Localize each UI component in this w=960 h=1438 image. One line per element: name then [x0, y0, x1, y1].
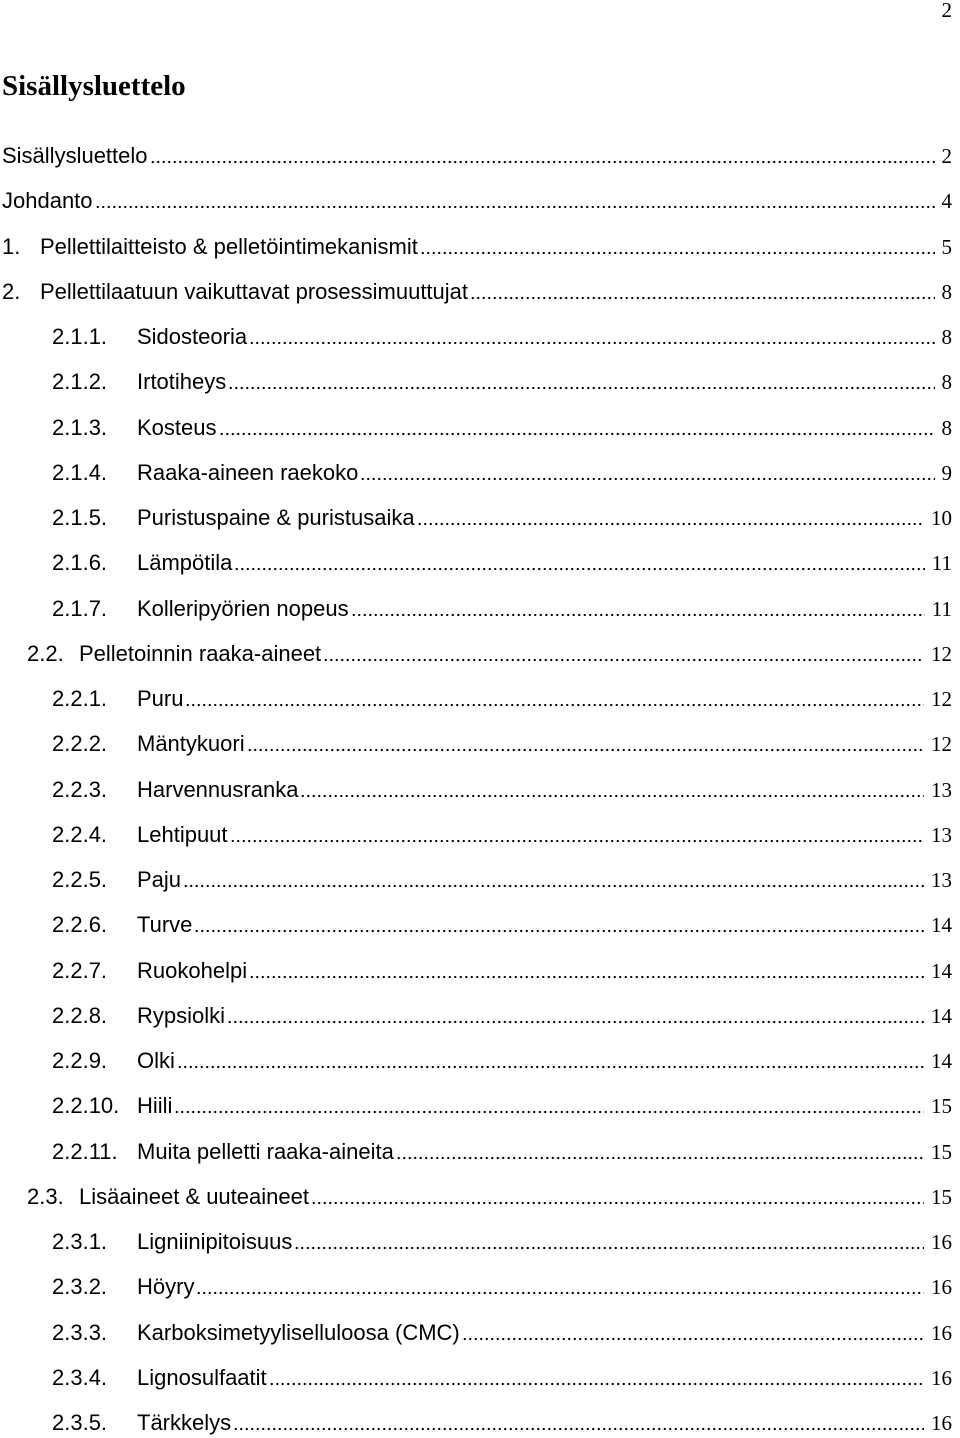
- toc-entry-title: Lisäaineet & uuteaineet: [79, 1183, 309, 1209]
- toc-entry-page: 5: [941, 234, 952, 259]
- toc-dot-leader: [323, 641, 924, 667]
- toc-dot-leader: [227, 1003, 924, 1029]
- toc-dot-leader: [234, 550, 924, 576]
- toc-entry-page: 12: [931, 732, 952, 757]
- toc-entry-page: 14: [931, 1003, 952, 1028]
- toc-entry-number: 2.1.6.: [52, 550, 108, 576]
- toc-entry-number: 2.1.3.: [52, 414, 108, 440]
- toc-entry-number: 2.2.1.: [52, 686, 108, 711]
- toc-entry-page: 15: [931, 1094, 952, 1119]
- toc-entry-title: Olki: [137, 1048, 175, 1073]
- toc-entry-title: Tärkkelys: [137, 1410, 232, 1435]
- toc-entry-number: 2.2.2.: [52, 731, 108, 757]
- toc-entry-title: Mäntykuori: [137, 731, 245, 757]
- toc-entry-title: Puristuspaine & puristusaika: [137, 505, 415, 530]
- toc-entry-number: 2.2.3.: [52, 776, 108, 802]
- toc-entry-title: Ligniinipitoisuus: [137, 1229, 293, 1254]
- toc-dot-leader: [294, 1229, 924, 1255]
- toc-entry: [0, 731, 952, 757]
- toc-entry-number: 2.2.: [27, 640, 64, 666]
- toc-entry-number: 2.2.8.: [52, 1002, 108, 1028]
- toc-dot-leader: [462, 1320, 924, 1346]
- toc-entry: [0, 958, 952, 984]
- toc-entry-page: 8: [941, 370, 952, 395]
- toc-dot-leader: [300, 777, 924, 803]
- toc-entry-page: 13: [931, 822, 952, 847]
- toc-entry-number: 2.1.5.: [52, 505, 108, 530]
- toc-entry-title: Turve: [137, 912, 193, 938]
- toc-entry-page: 16: [931, 1411, 952, 1435]
- toc-entry: [0, 460, 952, 486]
- toc-dot-leader: [311, 1184, 924, 1210]
- toc-entry-page: 15: [931, 1139, 952, 1164]
- toc-entry: [0, 143, 952, 169]
- toc-entry: [0, 641, 952, 667]
- toc-entry: [0, 369, 952, 395]
- toc-entry-title: Lehtipuut: [137, 821, 228, 847]
- toc-entry-number: 2.3.: [27, 1183, 64, 1209]
- toc-entry-title: Irtotiheys: [137, 369, 227, 395]
- toc-entry-number: 2.3.5.: [52, 1410, 108, 1435]
- toc-entry: [0, 1274, 952, 1300]
- toc-entry: [0, 1093, 952, 1119]
- toc-dot-leader: [233, 1410, 924, 1436]
- toc-entry: [0, 415, 952, 441]
- toc-entry: [0, 234, 952, 260]
- toc-entry-page: 13: [931, 777, 952, 802]
- toc-entry: [0, 1048, 952, 1074]
- toc-entry-number: 2.: [2, 278, 21, 304]
- toc-entry-number: 2.2.7.: [52, 957, 108, 983]
- toc-entry-number: 2.2.5.: [52, 867, 108, 892]
- toc-entry-title: Puru: [137, 686, 184, 711]
- toc-entry: [0, 596, 952, 622]
- toc-dot-leader: [396, 1139, 924, 1165]
- page-number: 2: [941, 0, 952, 22]
- toc-dot-leader: [95, 188, 935, 214]
- toc-entry-title: Kosteus: [137, 414, 217, 440]
- toc-entry-page: 10: [931, 506, 952, 530]
- toc-dot-leader: [194, 912, 924, 938]
- toc-entry-number: 2.1.1.: [52, 324, 108, 349]
- toc-entry-page: 8: [941, 325, 952, 349]
- toc-entry-title: Karboksimetyyliselluloosa (CMC): [137, 1319, 460, 1345]
- toc-entry-title: Rypsiolki: [137, 1002, 226, 1028]
- toc-entry-title: Kolleripyörien nopeus: [137, 595, 349, 621]
- toc-dot-leader: [249, 958, 924, 984]
- toc-entry-page: 11: [931, 596, 952, 621]
- toc-dot-leader: [196, 1274, 924, 1300]
- toc-entry: [0, 1229, 952, 1255]
- toc-dot-leader: [174, 1093, 924, 1119]
- toc-entry-number: 1.: [2, 233, 21, 259]
- toc-entry-page: 16: [931, 1230, 952, 1254]
- toc-entry-page: 8: [941, 279, 952, 304]
- toc-entry-number: 2.3.2.: [52, 1274, 108, 1300]
- toc-entry-title: Muita pelletti raaka-aineita: [137, 1138, 394, 1164]
- toc-entry-page: 2: [941, 144, 952, 168]
- toc-entry-number: 2.2.10.: [52, 1093, 120, 1119]
- toc-entry-title: Lignosulfaatit: [137, 1364, 267, 1390]
- toc-dot-leader: [247, 731, 924, 757]
- toc-dot-leader: [360, 460, 934, 486]
- toc-entry: [0, 822, 952, 848]
- toc-dot-leader: [183, 867, 924, 893]
- toc-entry-number: 2.3.3.: [52, 1319, 108, 1345]
- toc-entry-title: Pellettilaitteisto & pelletöintimekanismit: [40, 233, 418, 259]
- toc-dot-leader: [269, 1365, 924, 1391]
- toc-entry: [0, 867, 952, 893]
- toc-entry-page: 14: [931, 913, 952, 938]
- toc-entry-title: Lämpötila: [137, 550, 233, 576]
- toc-entry-number: 2.1.2.: [52, 369, 108, 395]
- toc-entry-title: Raaka-aineen raekoko: [137, 459, 359, 485]
- toc-entry-title: Sisällysluettelo: [2, 143, 148, 168]
- toc-entry-number: 2.2.11.: [52, 1138, 118, 1164]
- toc-dot-leader: [177, 1048, 924, 1074]
- toc-entry-page: 4: [941, 189, 952, 214]
- toc-entry-number: 2.1.7.: [52, 595, 108, 621]
- toc-entry-number: 2.3.4.: [52, 1364, 108, 1390]
- toc-entry: [0, 1003, 952, 1029]
- toc-entry: [0, 1410, 952, 1436]
- toc-dot-leader: [219, 415, 935, 441]
- toc-entry-page: 15: [931, 1184, 952, 1209]
- toc-entry-page: 8: [941, 415, 952, 440]
- toc-entry-title: Ruokohelpi: [137, 957, 248, 983]
- toc-entry-number: 2.1.4.: [52, 459, 108, 485]
- toc-entry-page: 12: [931, 687, 952, 711]
- toc-dot-leader: [470, 279, 934, 305]
- toc-entry-page: 16: [931, 1275, 952, 1300]
- toc-dot-leader: [230, 822, 924, 848]
- toc-entry: [0, 1139, 952, 1165]
- toc-entry: [0, 188, 952, 214]
- toc-entry: [0, 777, 952, 803]
- toc-entry: [0, 505, 952, 531]
- toc-entry-title: Hiili: [137, 1093, 173, 1119]
- toc-dot-leader: [420, 234, 935, 260]
- toc-entry-page: 14: [931, 1049, 952, 1073]
- toc-entry-page: 16: [931, 1320, 952, 1345]
- toc-entry: [0, 686, 952, 712]
- toc-entry-title: Pelletoinnin raaka-aineet: [79, 640, 322, 666]
- toc-entry-number: 2.2.4.: [52, 821, 108, 847]
- toc-entry-title: Harvennusranka: [137, 776, 299, 802]
- toc-dot-leader: [150, 143, 935, 169]
- toc-entry-number: 2.2.9.: [52, 1048, 108, 1073]
- toc-entry-page: 14: [931, 958, 952, 983]
- toc-entry: [0, 1320, 952, 1346]
- toc-entry-title: Paju: [137, 867, 182, 892]
- toc-entry: [0, 912, 952, 938]
- toc-entry-page: 12: [931, 641, 952, 666]
- toc-dot-leader: [228, 369, 934, 395]
- toc-entry: [0, 279, 952, 305]
- toc-entry-title: Pellettilaatuun vaikuttavat prosessimuuttujat: [40, 278, 469, 304]
- toc-dot-leader: [351, 596, 925, 622]
- table-of-contents: [0, 143, 952, 1436]
- toc-entry-page: 16: [931, 1365, 952, 1390]
- toc-entry-number: 2.2.6.: [52, 912, 108, 938]
- toc-entry-title: Johdanto: [2, 188, 93, 214]
- toc-entry: [0, 324, 952, 350]
- toc-entry: [0, 1184, 952, 1210]
- toc-entry-title: Höyry: [137, 1274, 195, 1300]
- toc-entry-page: 9: [941, 460, 952, 485]
- toc-entry-number: 2.3.1.: [52, 1229, 108, 1254]
- toc-entry-page: 13: [931, 868, 952, 892]
- toc-entry-page: 11: [931, 551, 952, 576]
- toc-dot-leader: [185, 686, 924, 712]
- toc-dot-leader: [249, 324, 934, 350]
- toc-entry-title: Sidosteoria: [137, 324, 248, 349]
- toc-entry: [0, 550, 952, 576]
- toc-heading: Sisällysluettelo: [2, 70, 186, 102]
- toc-entry: [0, 1365, 952, 1391]
- toc-dot-leader: [417, 505, 924, 531]
